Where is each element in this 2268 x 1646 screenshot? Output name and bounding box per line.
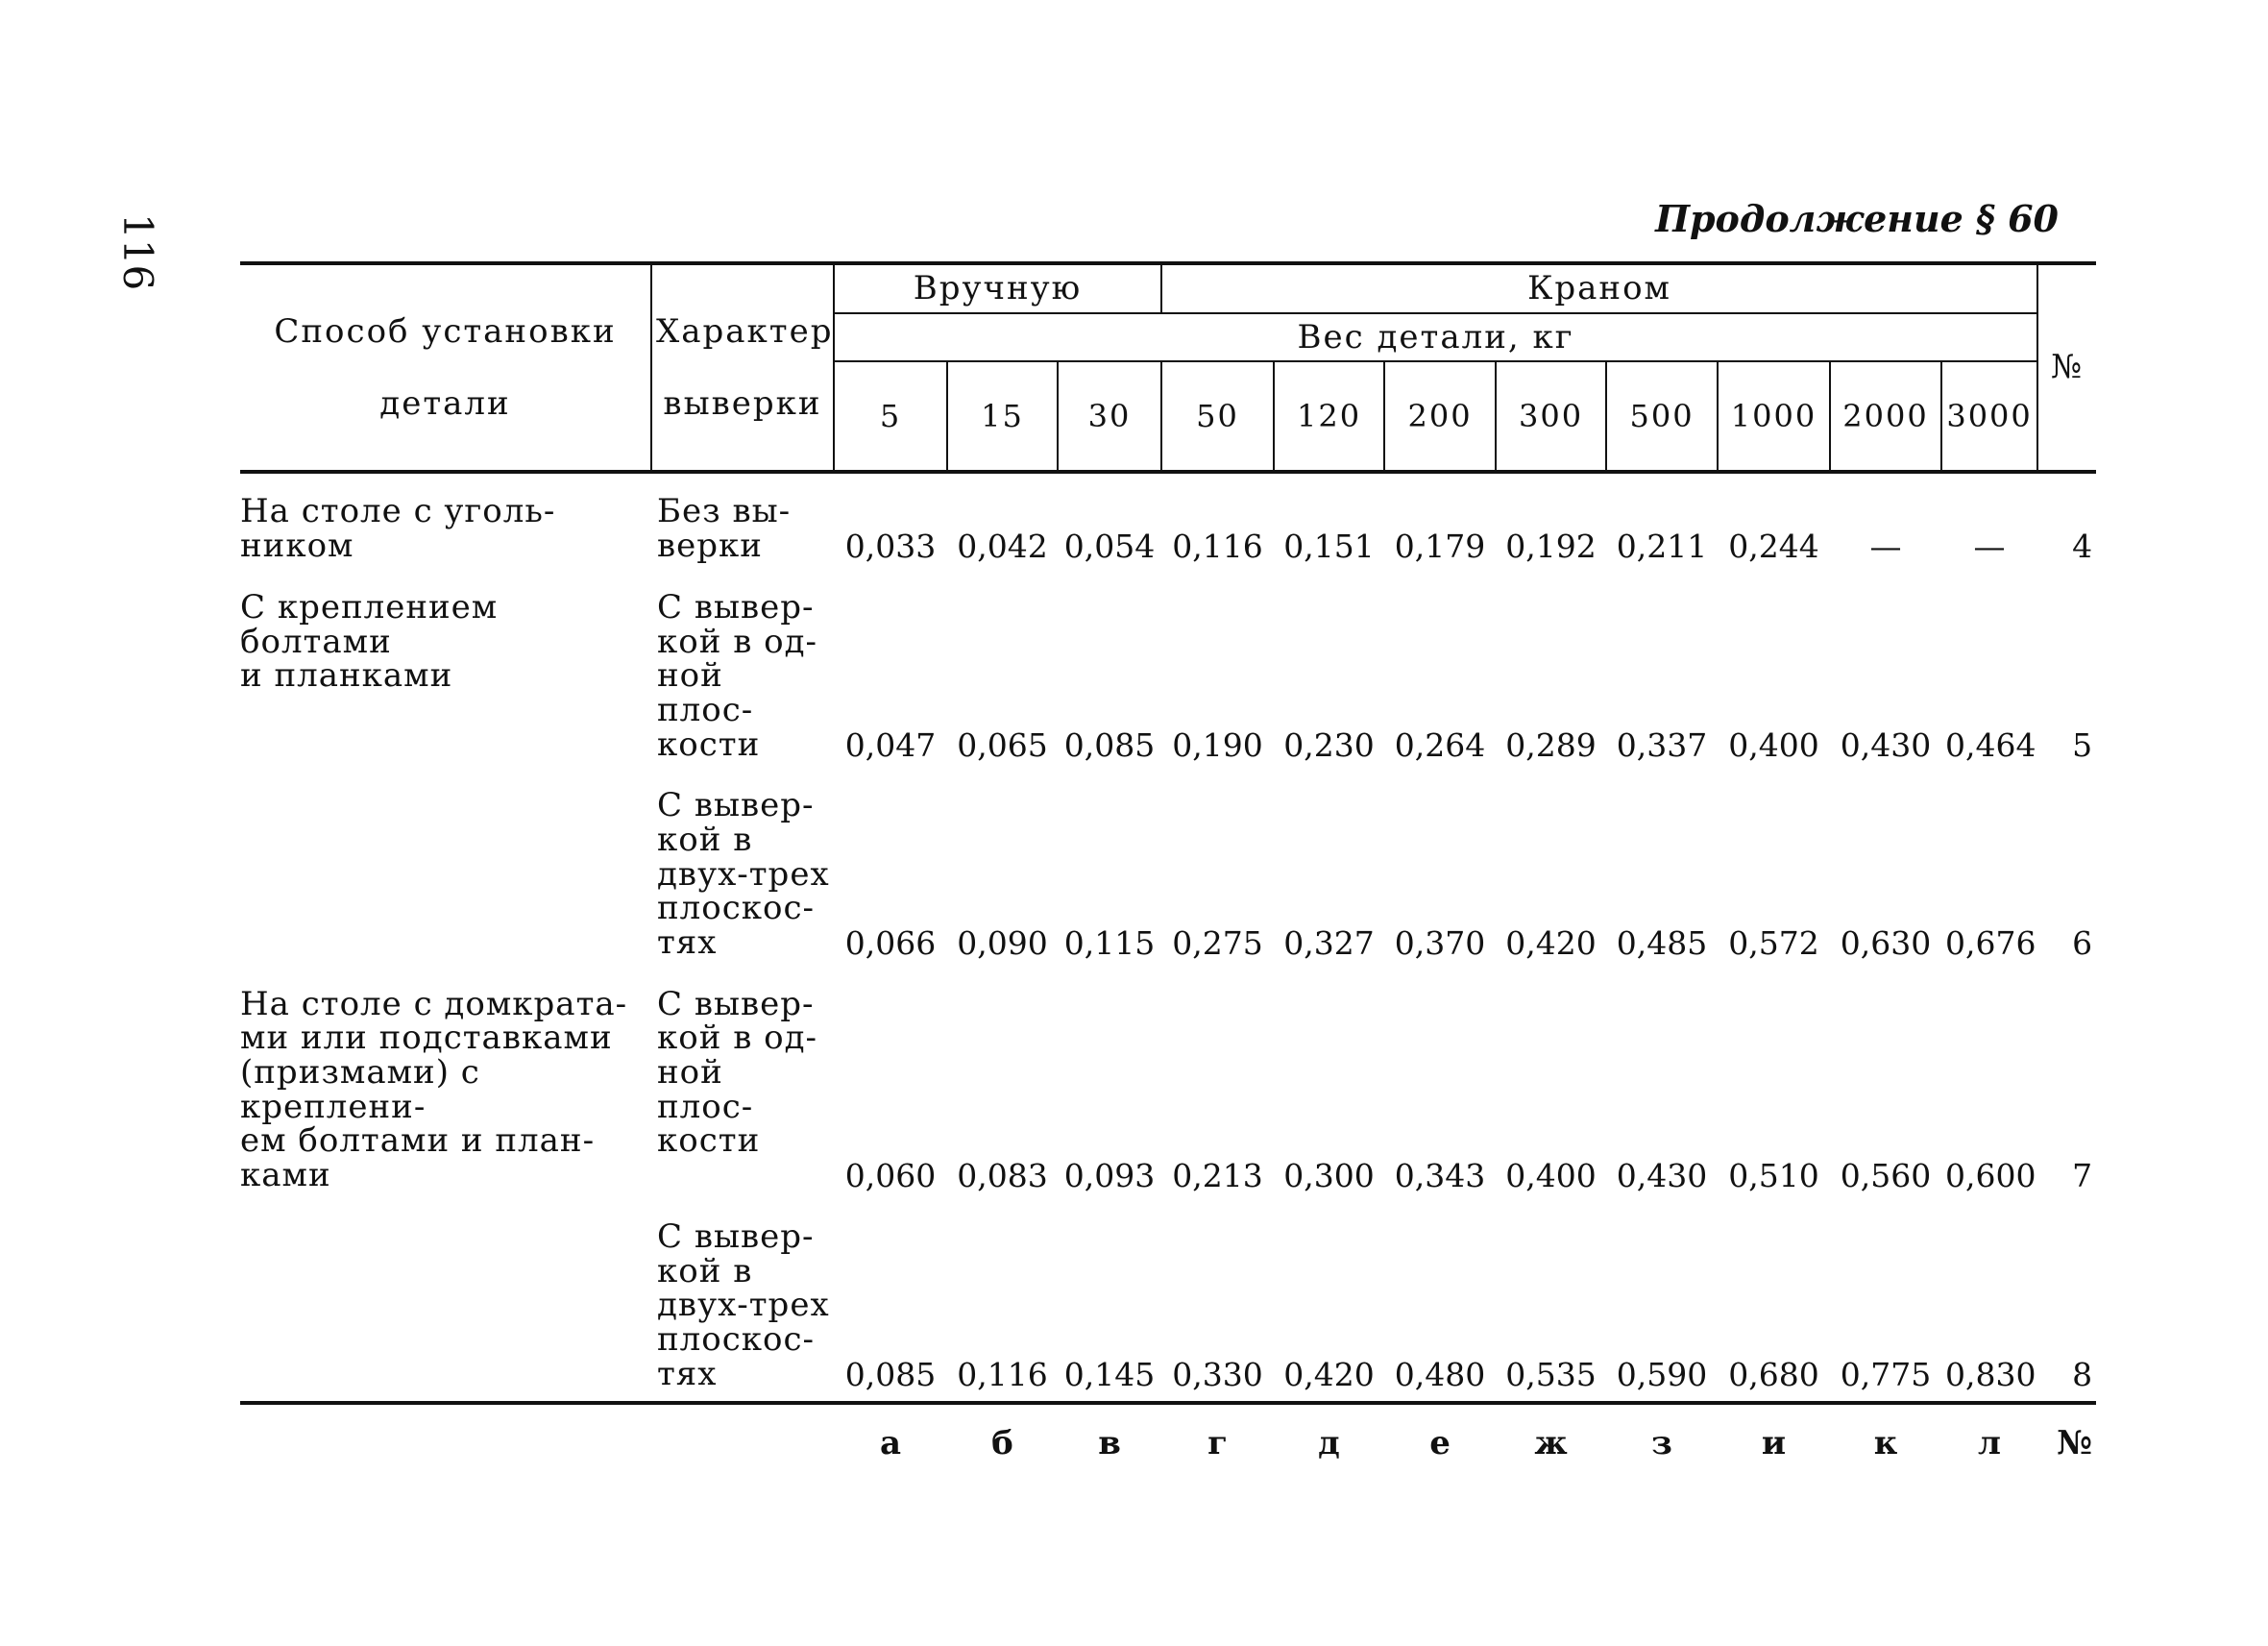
- value-cell: 0,420: [1274, 1199, 1384, 1403]
- column-letter: е: [1429, 1424, 1451, 1463]
- row-number: 8: [2037, 1199, 2096, 1403]
- table-row: [240, 570, 2096, 768]
- check-line: кой в од-: [657, 1019, 818, 1058]
- value-cell: 0,343: [1394, 1157, 1486, 1195]
- check-line: верки: [657, 527, 763, 566]
- table-row: [240, 967, 2096, 1199]
- value-cell: 0,600: [1945, 1157, 2036, 1195]
- by-crane-header: Краном: [1161, 263, 2037, 313]
- row-number: 7: [2072, 1157, 2093, 1195]
- value-cell: 0,400: [1728, 725, 1819, 764]
- check-line: С вывер-: [657, 1216, 815, 1256]
- column-letter: б: [991, 1424, 1013, 1463]
- value-cell: 0,090: [957, 924, 1048, 963]
- check-cell: [651, 967, 834, 1199]
- value-cell: 0,115: [1063, 924, 1156, 963]
- check-line: Без вы-: [657, 492, 792, 531]
- value-cell: 0,192: [1505, 528, 1597, 566]
- value-cell: —: [1869, 528, 1902, 566]
- letters-spacer: [240, 1403, 651, 1462]
- value-cell: 0,065: [957, 725, 1048, 764]
- table-row: [240, 768, 2096, 966]
- value-cell: 0,337: [1616, 725, 1708, 764]
- value-cell: 0,151: [1283, 528, 1375, 566]
- value-cell: 0,213: [1172, 1157, 1263, 1195]
- weight-col-d: 120: [1274, 361, 1384, 472]
- method-header-line1: Способ установки: [274, 312, 617, 351]
- value-cell: 0,179: [1394, 528, 1486, 566]
- weight-col-z: 500: [1606, 361, 1718, 472]
- value-cell: —: [1973, 528, 2006, 566]
- weight-col-v: 30: [1058, 361, 1161, 472]
- check-cell: [651, 1199, 834, 1403]
- number-header: №: [2037, 263, 2096, 472]
- value-cell: 0,572: [1728, 924, 1819, 963]
- letters-spacer: [651, 1403, 834, 1462]
- method-header-line2: детали: [379, 383, 511, 423]
- column-letter: к: [1873, 1424, 1898, 1463]
- check-line: тях: [657, 1354, 718, 1393]
- column-letters-row: [240, 1403, 2096, 1462]
- value-cell: 0,775: [1830, 1199, 1941, 1403]
- value-cell: 0,676: [1945, 924, 2036, 963]
- value-cell: 0,066: [844, 924, 937, 963]
- value-cell: 0,190: [1172, 725, 1263, 764]
- check-cell: [651, 472, 834, 569]
- value-cell: 0,590: [1606, 1199, 1718, 1403]
- value-cell: 0,060: [844, 1157, 937, 1195]
- value-cell: 0,083: [957, 1157, 1048, 1195]
- column-letter: и: [1761, 1424, 1787, 1463]
- check-line: кой в: [657, 1251, 753, 1290]
- check-line: кой в од-: [657, 622, 818, 661]
- value-cell: 0,054: [1063, 528, 1156, 566]
- value-cell: 0,116: [1172, 528, 1263, 566]
- norms-table: [240, 261, 2096, 1462]
- method-line: На столе с уголь-: [240, 492, 556, 531]
- weight-col-a: 5: [834, 361, 947, 472]
- method-cell: [240, 570, 651, 768]
- check-line: плоскос-: [657, 889, 816, 928]
- weight-col-b: 15: [947, 361, 1058, 472]
- weight-col-e: 200: [1384, 361, 1496, 472]
- value-cell: 0,485: [1616, 924, 1708, 963]
- method-cell: [240, 967, 651, 1199]
- column-letter: а: [879, 1424, 902, 1463]
- value-cell: 0,330: [1161, 1199, 1274, 1403]
- value-cell: 0,085: [834, 1199, 947, 1403]
- weight-col-g: 50: [1161, 361, 1274, 472]
- column-letter: л: [1978, 1424, 2002, 1463]
- value-cell: 0,510: [1728, 1157, 1819, 1195]
- value-cell: 0,042: [957, 528, 1048, 566]
- value-cell: 0,244: [1728, 528, 1819, 566]
- value-cell: 0,535: [1496, 1199, 1606, 1403]
- row-number: 6: [2072, 924, 2093, 963]
- check-header: [651, 263, 834, 472]
- weight-col-zh: 300: [1496, 361, 1606, 472]
- value-cell: 0,093: [1063, 1157, 1156, 1195]
- value-cell: 0,264: [1394, 725, 1486, 764]
- method-line: и планками: [240, 656, 453, 696]
- check-line: С вывер-: [657, 587, 815, 626]
- method-line: ем болтами и план-: [240, 1121, 596, 1161]
- method-line: ником: [240, 527, 354, 566]
- column-letter: ж: [1534, 1424, 1568, 1463]
- weight-col-k: 2000: [1830, 361, 1941, 472]
- value-cell: 0,370: [1394, 924, 1486, 963]
- value-cell: 0,400: [1505, 1157, 1597, 1195]
- value-cell: 0,289: [1505, 725, 1597, 764]
- check-line: кости: [657, 725, 761, 764]
- check-cell: [651, 570, 834, 768]
- value-cell: 0,464: [1945, 725, 2036, 764]
- by-hand-header: Вручную: [834, 263, 1161, 313]
- value-cell: 0,116: [947, 1199, 1058, 1403]
- row-number: 4: [2072, 528, 2093, 566]
- weight-col-l: 3000: [1941, 361, 2037, 472]
- weight-col-i: 1000: [1718, 361, 1830, 472]
- header-row-1: [240, 263, 2096, 313]
- method-line: (призмами) с креплени-: [240, 1053, 480, 1126]
- value-cell: 0,145: [1058, 1199, 1161, 1403]
- method-line: ками: [240, 1156, 331, 1195]
- check-line: двух-трех: [657, 1286, 830, 1325]
- check-cell: [651, 768, 834, 966]
- method-cell: [240, 472, 651, 569]
- value-cell: 0,047: [844, 725, 937, 764]
- method-cell: [240, 1199, 651, 1403]
- value-cell: 0,630: [1840, 924, 1932, 963]
- table-row: [240, 1199, 2096, 1403]
- row-number: 5: [2072, 725, 2093, 764]
- method-line: На столе с домкрата-: [240, 984, 628, 1023]
- value-cell: 0,430: [1840, 725, 1932, 764]
- check-line: тях: [657, 923, 718, 962]
- value-cell: 0,033: [844, 528, 937, 566]
- column-letter: в: [1098, 1424, 1121, 1463]
- continuation-heading: Продолжение § 60: [1655, 197, 2059, 240]
- check-line: ной плос-: [657, 656, 754, 729]
- method-header: [240, 263, 651, 472]
- check-line: ной плос-: [657, 1053, 754, 1126]
- value-cell: 0,327: [1283, 924, 1375, 963]
- column-letters-number: №: [2057, 1424, 2093, 1463]
- column-letter: з: [1651, 1424, 1672, 1463]
- value-cell: 0,430: [1616, 1157, 1708, 1195]
- column-letter: г: [1207, 1424, 1228, 1463]
- weight-header: Вес детали, кг: [834, 313, 2037, 362]
- column-letter: д: [1318, 1424, 1340, 1463]
- check-line: кости: [657, 1121, 761, 1161]
- value-cell: 0,420: [1505, 924, 1597, 963]
- check-line: С вывер-: [657, 786, 815, 825]
- check-header-line1: Характер: [656, 312, 834, 351]
- value-cell: 0,275: [1172, 924, 1263, 963]
- value-cell: 0,230: [1283, 725, 1375, 764]
- check-line: плоскос-: [657, 1319, 816, 1359]
- check-line: двух-трех: [657, 854, 830, 894]
- value-cell: 0,480: [1384, 1199, 1496, 1403]
- value-cell: 0,830: [1941, 1199, 2037, 1403]
- value-cell: 0,560: [1840, 1157, 1932, 1195]
- check-line: кой в: [657, 820, 753, 859]
- value-cell: 0,680: [1718, 1199, 1830, 1403]
- method-line: ми или подставками: [240, 1019, 613, 1058]
- page-number: 116: [114, 213, 161, 291]
- value-cell: 0,085: [1063, 725, 1156, 764]
- check-header-line2: выверки: [663, 383, 822, 423]
- check-line: С вывер-: [657, 984, 815, 1023]
- value-cell: 0,211: [1616, 528, 1708, 566]
- table-row: [240, 472, 2096, 569]
- method-line: С креплением болтами: [240, 587, 499, 661]
- value-cell: 0,300: [1283, 1157, 1375, 1195]
- method-cell: [240, 768, 651, 966]
